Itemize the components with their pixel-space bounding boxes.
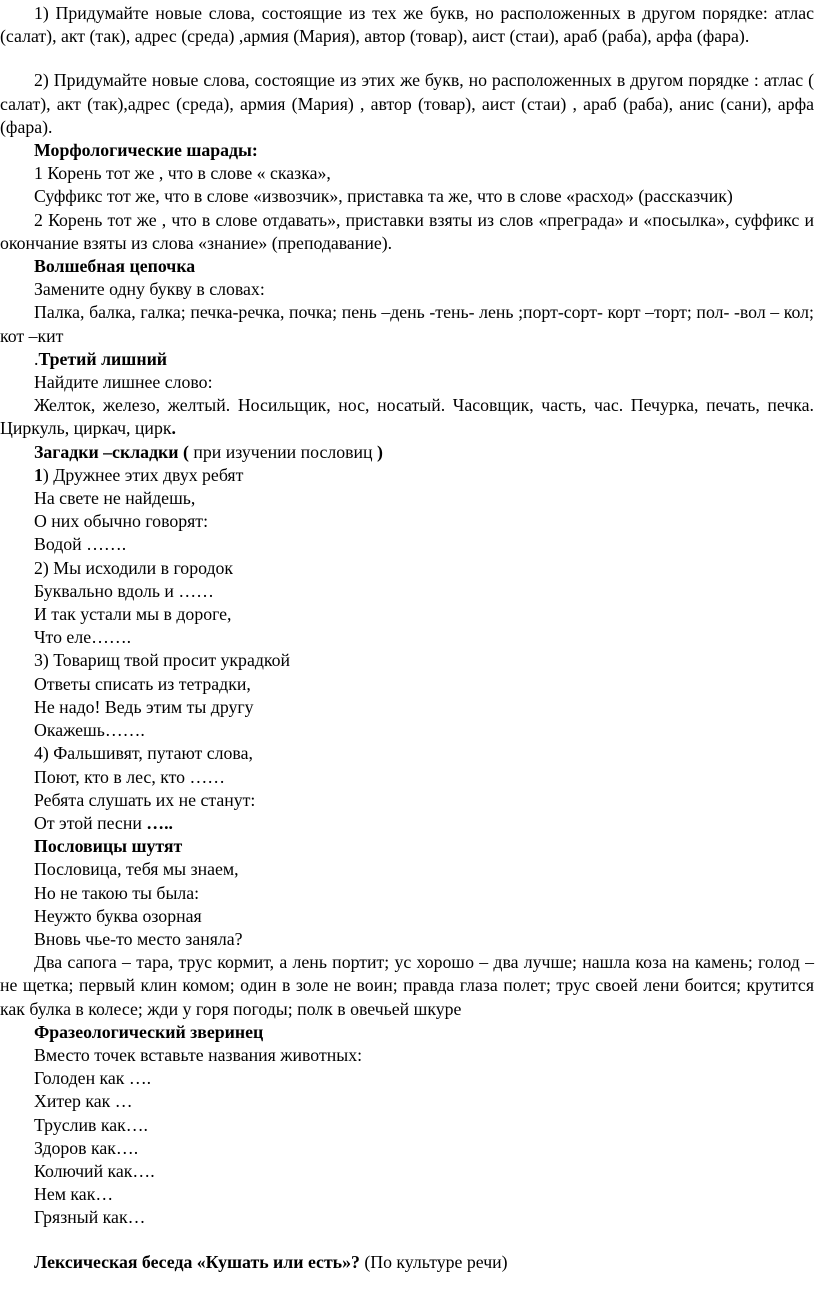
riddle-4-line-1: 4) Фальшивят, путают слова, (34, 743, 253, 764)
riddle-2-line-2: Буквально вдоль и …… (34, 580, 214, 601)
riddle-1-line-3: О них обычно говорят: (34, 511, 209, 532)
riddle-1-number: 1 (34, 464, 43, 485)
heading-talk (0, 1251, 814, 1274)
heading-chain (0, 255, 814, 278)
heading-riddles-note: при изучении пословиц (188, 441, 377, 462)
riddle-3-line-1: 3) Товарищ твой просит украдкой (34, 650, 291, 671)
heading-riddles (0, 441, 814, 464)
heading-proverbs-text: Пословицы шутят (34, 836, 183, 857)
chain-words: Палка, балка, галка; печка-речка, почка; пень –день -тень- лень ;порт-сорт- корт –торт; пол- -вол – кол; кот –кит (0, 302, 814, 346)
riddle-1-line-1 (0, 464, 814, 487)
zoo-instruction: Вместо точек вставьте названия животных: (34, 1044, 363, 1065)
proverbs-line-4: Вновь чье-то место заняла? (34, 928, 243, 949)
riddle-4-line-4-dots: ….. (146, 812, 173, 833)
task-2: 2) Придумайте новые слова, состоящие из этих же букв, но расположенных в другом порядке : атлас ( салат), акт (так),адрес (среда), армия (Мария) , автор (товар), аист (стаи) , араб (раба), анис (сани), арфа (фара). (0, 70, 814, 137)
riddle-4-line-3: Ребята слушать их не станут: (34, 789, 256, 810)
heading-zoo-text: Фразеологический зверинец (34, 1021, 264, 1042)
proverbs-line-2: Но не такою ты была: (34, 882, 200, 903)
odd-instruction: Найдите лишнее слово: (34, 372, 213, 393)
zoo-item: Нем как… (34, 1184, 114, 1205)
heading-odd (0, 348, 814, 371)
riddle-1-line-4: Водой ……. (34, 534, 127, 555)
riddle-4-line-4 (0, 812, 814, 835)
odd-words-end: . (171, 418, 176, 439)
heading-chain-text: Волшебная цепочка (34, 256, 196, 277)
heading-odd-text: Третий лишний (38, 348, 168, 369)
charade-1: 1 Корень тот же , что в слове « сказка», (34, 163, 331, 184)
riddle-4-line-4-text: От этой песни (34, 812, 147, 833)
riddle-2-line-3: И так устали мы в дороге, (34, 604, 232, 625)
proverbs-line-3: Неужто буква озорная (34, 905, 202, 926)
task-1: 1) Придумайте новые слова, состоящие из тех же букв, но расположенных в другом порядке: атлас (салат), акт (так), адрес (среда) ,армия (Мария), автор (товар), аист (стаи), араб (раба), арфа (фара). (0, 3, 814, 47)
charade-1-suffix: Суффикс тот же, что в слове «извозчик», приставка та же, что в слове «расход» (рассказчик) (34, 186, 733, 207)
spacer (0, 1230, 814, 1251)
heading-zoo (0, 1021, 814, 1044)
riddle-3-line-2: Ответы списать из тетрадки, (34, 673, 251, 694)
zoo-item: Труслив как…. (34, 1114, 148, 1135)
odd-words-text: Желток, железо, желтый. Носильщик, нос, носатый. Часовщик, часть, час. Печурка, печать, печка. Циркуль, циркач, цирк (0, 395, 814, 439)
zoo-item: Грязный как… (34, 1207, 146, 1228)
spacer (0, 48, 814, 69)
heading-riddles-bold: Загадки –складки ( (34, 441, 189, 462)
heading-riddles-close: ) (377, 441, 383, 462)
heading-odd-dot: . (34, 348, 39, 369)
riddle-2-line-1: 2) Мы исходили в городок (34, 557, 234, 578)
heading-talk-note: (По культуре речи) (359, 1251, 508, 1272)
proverbs-line-1: Пословица, тебя мы знаем, (34, 859, 239, 880)
zoo-item: Здоров как…. (34, 1137, 139, 1158)
riddle-3-line-3: Не надо! Ведь этим ты другу (34, 696, 254, 717)
heading-proverbs (0, 835, 814, 858)
charade-2: 2 Корень тот же , что в слове отдавать», приставки взяты из слов «преграда» и «посылка», суффикс и окончание взяты из слова «знание» (преподавание). (0, 209, 814, 253)
heading-charades (0, 139, 814, 162)
riddle-2-line-4: Что еле……. (34, 627, 132, 648)
zoo-item: Голоден как …. (34, 1068, 152, 1089)
proverbs-paragraph: Два сапога – тара, трус кормит, а лень портит; ус хорошо – два лучше; нашла коза на камень; голод –не щетка; первый клин комом; один в золе не воин; правда глаза полет; трус своей лени боится; крутится как булка в колесе; жди у горя погоды; полк в овечьей шкуре (0, 952, 814, 1019)
riddle-1-text: ) Дружнее этих двух ребят (42, 464, 244, 485)
riddle-4-line-2: Поют, кто в лес, кто …… (34, 766, 226, 787)
riddle-1-line-2: На свете не найдешь, (34, 488, 196, 509)
heading-charades-text: Морфологические шарады: (34, 140, 258, 161)
riddle-3-line-4: Окажешь……. (34, 720, 145, 741)
chain-instruction: Замените одну букву в словах: (34, 279, 265, 300)
zoo-item: Хитер как … (34, 1091, 133, 1112)
odd-words (0, 394, 814, 440)
heading-talk-text: Лексическая беседа «Кушать или есть»? (34, 1251, 360, 1272)
zoo-item: Колючий как…. (34, 1160, 155, 1181)
